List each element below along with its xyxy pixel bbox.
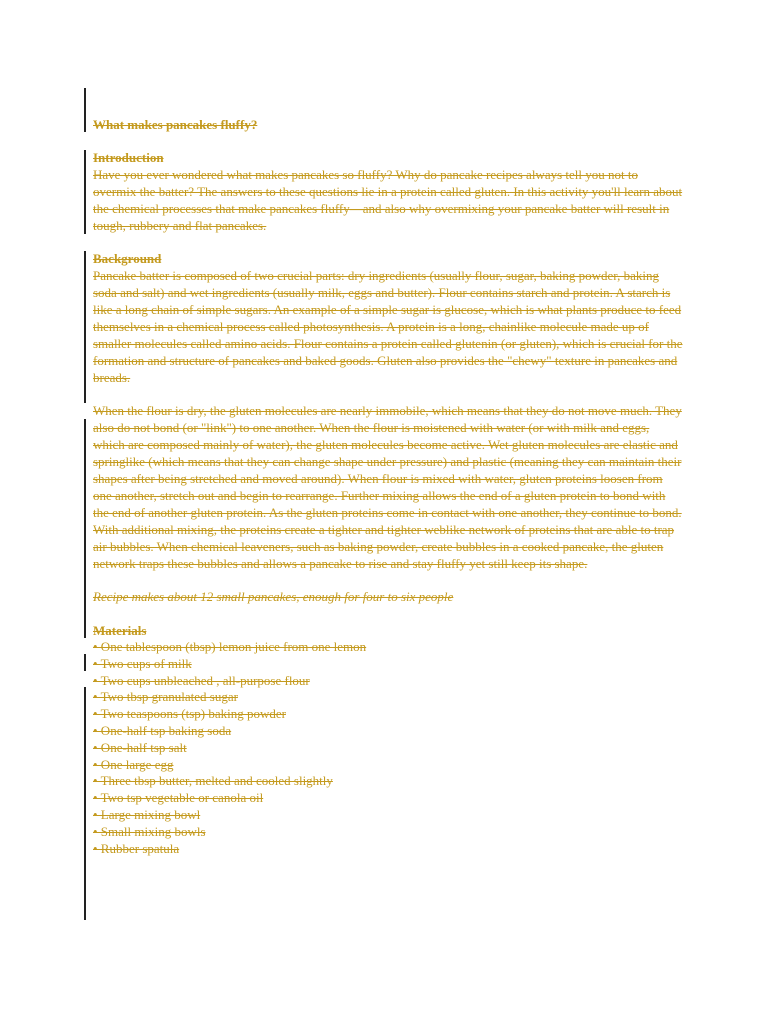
materials-list — [93, 639, 683, 857]
materials-item: • Rubber spatula — [93, 840, 180, 856]
materials-item: • Two teaspoons (tsp) baking powder — [93, 706, 286, 722]
materials-item: • Two tsp vegetable or canola oil — [93, 790, 264, 806]
change-bar-materials — [84, 687, 86, 920]
change-bar-introduction — [84, 150, 86, 234]
materials-item: • Small mixing bowls — [93, 823, 206, 839]
background-paragraph-2-section — [93, 402, 683, 572]
materials-item: • One tablespoon (tbsp) lemon juice from one lemon — [93, 639, 367, 654]
materials-item: • Two cups of milk — [93, 655, 192, 671]
materials-item: • Two tbsp granulated sugar — [93, 689, 238, 705]
materials-item: • Large mixing bowl — [93, 806, 201, 822]
recipe-note-section — [93, 588, 683, 605]
background-section — [93, 250, 683, 386]
change-bar-background — [84, 251, 86, 403]
background-paragraph-1: Pancake batter is composed of two crucial parts: dry ingredients (usually flour, sugar, baking powder, baking soda and salt) and wet ingredients (usually milk, eggs and butter). Flour contains starch and protein. A starch is like a long chain of simple sugars. An example of a simple sugar is glucose, which is what plants produce to feed themselves in a chemical process called photosynthesis. A protein is a long, chainlike molecule made up of smaller molecules called amino acids. Flour contains a protein called glutenin (or gluten), which is crucial for the formation and structure of pancakes and baked goods. Gluten also provides the "chewy" texture in pancakes and breads. — [93, 268, 683, 385]
materials-item: • One-half tsp baking soda — [93, 722, 232, 738]
document-title: What makes pancakes fluffy? — [93, 117, 258, 132]
materials-item: • Three tbsp butter, melted and cooled slightly — [93, 773, 333, 789]
change-bar-title — [84, 88, 86, 132]
introduction-paragraph: Have you ever wondered what makes pancakes so fluffy? Why do pancake recipes always tell you not to overmix the batter? The answers to these questions lie in a protein called gluten. In this activity you'll learn about the chemical processes that make pancakes fluffy—and also why overmixing your pancake batter will result in tough, rubbery and flat pancakes. — [93, 167, 683, 233]
introduction-heading: Introduction — [93, 150, 164, 165]
document-body — [93, 116, 683, 857]
materials-item: • One-half tsp salt — [93, 739, 187, 755]
materials-section — [93, 622, 683, 857]
background-heading: Background — [93, 251, 162, 266]
change-bar-background-2 — [84, 419, 86, 638]
change-bar-recipe-note — [84, 654, 86, 671]
materials-heading: Materials — [93, 623, 147, 638]
materials-item: • Two cups unbleached , all-purpose flour — [93, 672, 310, 688]
background-paragraph-2: When the flour is dry, the gluten molecules are nearly immobile, which means that they do not move much. They also do not bond (or "link") to one another. When the flour is moistened with water (or with milk and eggs, which are composed mainly of water), the gluten molecules become active. Wet gluten molecules are elastic and springlike (which means that they can change shape under pressure) and plastic (meaning they can maintain their shapes after being stretched and moved around). When flour is mixed with water, gluten proteins loosen from one another, stretch out and begin to rearrange. Further mixing allows the end of a gluten protein to bond with the end of another gluten protein. As the gluten proteins come in contact with one another, they continue to bond. With additional mixing, the proteins create a tighter and tighter weblike network of proteins that are able to trap air bubbles. When chemical leaveners, such as baking powder, create bubbles in a cooked pancake, the gluten network traps these bubbles and allows a pancake to rise and stay fluffy yet still keep its shape. — [93, 403, 682, 571]
materials-item: • One large egg — [93, 756, 174, 772]
recipe-note: Recipe makes about 12 small pancakes, enough for four to six people — [93, 589, 454, 604]
introduction-section — [93, 149, 683, 234]
